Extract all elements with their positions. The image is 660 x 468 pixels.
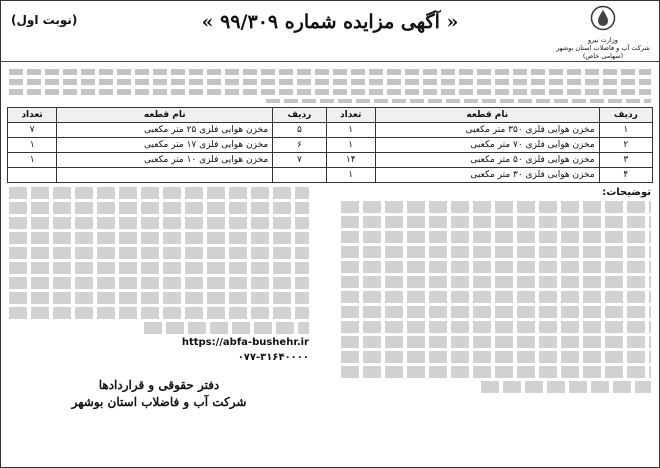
illegible-text-line bbox=[9, 217, 309, 229]
illegible-text-line bbox=[341, 216, 651, 228]
illegible-text-line bbox=[481, 381, 652, 393]
notice-header bbox=[1, 1, 659, 62]
table-row bbox=[8, 123, 653, 138]
round-label: (نوبت اول) bbox=[11, 13, 78, 27]
ministry-name: وزارت نیرو bbox=[588, 36, 618, 44]
illegible-text-line bbox=[341, 291, 651, 303]
terms-left-column bbox=[9, 187, 309, 411]
item-name: مخزن هوایی فلزی ۱۷ متر مکعبی bbox=[57, 138, 273, 153]
item-count: ۱۴ bbox=[326, 153, 375, 168]
table-row bbox=[8, 153, 653, 168]
illegible-text-line bbox=[9, 262, 309, 274]
illegible-text-line bbox=[341, 276, 651, 288]
illegible-text-line bbox=[9, 202, 309, 214]
illegible-text-line bbox=[9, 79, 651, 85]
phone-number: ۰۷۷-۳۱۶۴۰۰۰۰ bbox=[237, 352, 309, 363]
row-number: ۳ bbox=[599, 153, 652, 168]
item-name: مخزن هوایی فلزی ۷۰ متر مکعبی bbox=[375, 138, 599, 153]
illegible-text-line bbox=[341, 306, 651, 318]
notes-heading: توضیحات: bbox=[602, 187, 651, 198]
item-name: مخزن هوایی فلزی ۱۰ متر مکعبی bbox=[57, 153, 273, 168]
row-number: ۲ bbox=[599, 138, 652, 153]
column-header-row: ردیف bbox=[273, 108, 326, 123]
item-name bbox=[57, 168, 273, 183]
row-number: ۷ bbox=[273, 153, 326, 168]
illegible-text-line bbox=[9, 232, 309, 244]
row-number bbox=[273, 168, 326, 183]
item-count bbox=[8, 168, 57, 183]
website-link[interactable]: https://abfa-bushehr.ir bbox=[181, 337, 309, 348]
intro-paragraph bbox=[9, 65, 651, 103]
illegible-text-line bbox=[341, 231, 651, 243]
item-name: مخزن هوایی فلزی ۲۵ متر مکعبی bbox=[57, 123, 273, 138]
company-name: شرکت آب و فاضلاب استان بوشهر bbox=[556, 44, 650, 52]
item-count: ۱ bbox=[326, 168, 375, 183]
illegible-text-line bbox=[9, 247, 309, 259]
item-name: مخزن هوایی فلزی ۳۰ متر مکعبی bbox=[375, 168, 599, 183]
illegible-text-line bbox=[341, 366, 651, 378]
row-number: ۱ bbox=[599, 123, 652, 138]
notice-title: « آگهی مزایده شماره ۹۹/۳۰۹ » bbox=[201, 11, 459, 33]
item-count: ۷ bbox=[8, 123, 57, 138]
signature-department: دفتر حقوقی و قراردادها bbox=[98, 378, 220, 392]
table-row bbox=[8, 138, 653, 153]
signature-block bbox=[9, 377, 309, 411]
item-count: ۱ bbox=[326, 123, 375, 138]
column-header-row: ردیف bbox=[599, 108, 652, 123]
water-drop-icon bbox=[590, 5, 616, 31]
illegible-text-line bbox=[341, 351, 651, 363]
row-number: ۶ bbox=[273, 138, 326, 153]
illegible-text-line bbox=[9, 292, 309, 304]
table-row bbox=[8, 168, 653, 183]
item-count: ۱ bbox=[8, 138, 57, 153]
row-number: ۵ bbox=[273, 123, 326, 138]
item-name: مخزن هوایی فلزی ۳۵۰ متر مکعبی bbox=[375, 123, 599, 138]
illegible-text-line bbox=[9, 69, 651, 75]
company-type: (سهامی خاص) bbox=[582, 52, 624, 60]
illegible-text-line bbox=[341, 321, 651, 333]
signature-company: شرکت آب و فاضلاب استان بوشهر bbox=[71, 395, 247, 409]
illegible-text-line bbox=[9, 277, 309, 289]
illegible-text-line bbox=[9, 89, 651, 95]
terms-right-column bbox=[341, 187, 651, 396]
illegible-text-line bbox=[9, 307, 309, 319]
column-header-count: تعداد bbox=[8, 108, 57, 123]
item-name: مخزن هوایی فلزی ۵۰ متر مکعبی bbox=[375, 153, 599, 168]
organization-logo bbox=[555, 5, 651, 60]
illegible-text-line bbox=[341, 336, 651, 348]
item-count: ۱ bbox=[326, 138, 375, 153]
illegible-text-line bbox=[9, 187, 309, 199]
item-count: ۱ bbox=[8, 153, 57, 168]
row-number: ۴ bbox=[599, 168, 652, 183]
column-header-name: نام قطعه bbox=[375, 108, 599, 123]
illegible-text-line bbox=[341, 201, 651, 213]
column-header-name: نام قطعه bbox=[57, 108, 273, 123]
illegible-text-line bbox=[341, 261, 651, 273]
illegible-text-line bbox=[341, 246, 651, 258]
illegible-text-line bbox=[144, 322, 309, 334]
illegible-text-line bbox=[266, 99, 651, 103]
column-header-count: تعداد bbox=[326, 108, 375, 123]
terms-section bbox=[1, 187, 659, 417]
items-table bbox=[7, 107, 653, 183]
